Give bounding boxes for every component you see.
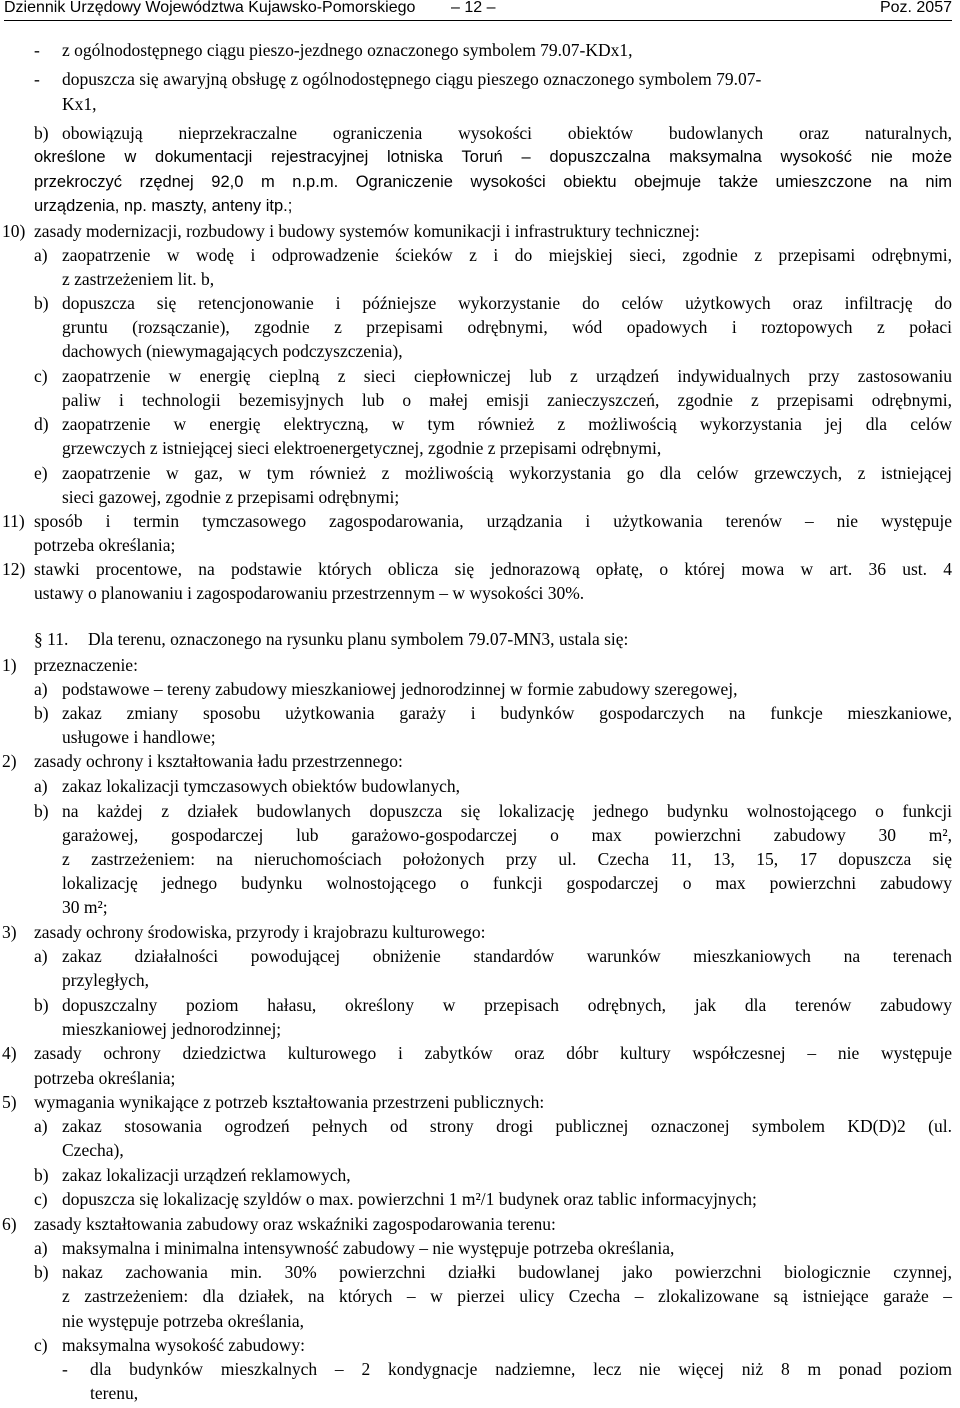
list-marker: 5) (2, 1092, 17, 1112)
text-line: dopuszcza się lokalizację szyldów o max. powierzchni 1 m²/1 budynek oraz tablic informacyjnych; (62, 1189, 757, 1209)
list-marker: a) (34, 1238, 48, 1258)
journal-title: Dziennik Urzędowy Województwa Kujawsko-Pomorskiego (4, 0, 416, 16)
list-marker: 6) (2, 1214, 17, 1234)
text-line: zaopatrzenie w energię elektryczną, w tym również z możliwością wykorzystania jej dla celów (62, 414, 952, 434)
text-line: lokalizację jednego budynku wolnostojącego o funkcji gospodarczej o max powierzchni zabudowy (62, 873, 952, 893)
list-marker: 10) (2, 221, 26, 241)
text-line: dla budynków mieszkalnych – 2 kondygnacje nadziemne, lecz nie więcej niż 8 m ponad poziom (90, 1359, 952, 1379)
text-line: 30 m²; (62, 897, 108, 917)
text-line: określone w dokumentacji rejestracyjnej lotniska Toruń – dopuszczalna maksymalna wysokość nie może (34, 148, 952, 166)
text-line: nakaz zachowania min. 30% powierzchni działki budowlanej jako powierzchni biologicznie czynnej, (62, 1262, 952, 1282)
text-line: zakaz działalności powodującej obniżenie standardów warunków mieszkaniowych na terenach (62, 946, 952, 966)
list-marker: - (34, 40, 40, 60)
text-line: stawki procentowe, na podstawie których oblicza się jednorazową opłatę, o której mowa w art. 36 ust. 4 (34, 559, 952, 579)
text-line: Kx1, (62, 94, 97, 114)
text-line: podstawowe – tereny zabudowy mieszkaniowej jednorodzinnej w formie zabudowy szeregowej, (62, 679, 738, 699)
text-line: zaopatrzenie w energię cieplną z sieci ciepłowniczej lub z urządzeń indywidualnych przy zastosowaniu (62, 366, 952, 386)
text-line: mieszkaniowej jednorodzinnej; (62, 1019, 282, 1039)
list-marker: c) (34, 1189, 48, 1209)
text-line: nie występuje potrzeba określania, (62, 1311, 304, 1331)
text-line: potrzeba określania; (34, 1068, 176, 1088)
list-marker: 11) (2, 511, 25, 531)
list-marker: b) (34, 123, 49, 143)
list-marker: b) (34, 801, 49, 821)
text-line: zasady modernizacji, rozbudowy i budowy systemów komunikacji i infrastruktury technicznej: (34, 221, 700, 241)
list-marker: b) (34, 1165, 49, 1185)
list-marker: a) (34, 946, 48, 966)
text-line: przekroczyć rzędnej 92,0 m n.p.m. Ograniczenie wysokości obiektu obejmuje także umieszczone na nim (34, 173, 952, 191)
list-marker: 3) (2, 922, 17, 942)
text-line: zakaz stosowania ogrodzeń pełnych od strony drogi publicznej oznaczonej symbolem KD(D)2 (ul. (62, 1116, 952, 1136)
text-line: zaopatrzenie w gaz, w tym również z możliwością wykorzystania go dla celów grzewczych, z istniejącej (62, 463, 952, 483)
header-rule (4, 20, 952, 21)
text-line: zakaz lokalizacji tymczasowych obiektów budowlanych, (62, 776, 460, 796)
list-marker: b) (34, 995, 49, 1015)
list-marker: e) (34, 463, 48, 483)
list-marker: - (34, 69, 40, 89)
text-line: maksymalna i minimalna intensywność zabudowy – nie występuje potrzeba określania, (62, 1238, 675, 1258)
text-line: obowiązują nieprzekraczalne ograniczenia wysokości obiektów budowlanych oraz naturalnych, (62, 123, 952, 143)
text-line: gruntu (rozsączanie), zgodnie z przepisami odrębnymi, wód opadowych i roztopowych z połaci (62, 317, 952, 337)
list-marker: c) (34, 366, 48, 386)
section-number: § 11. (34, 629, 69, 649)
text-line: z zastrzeżeniem: dla działek, na których – w pierzei ulicy Czecha – zlokalizowane są istniejące garaże – (62, 1286, 952, 1306)
text-line: zasady ochrony i kształtowania ładu przestrzennego: (34, 751, 403, 771)
text-line: zasady kształtowania zabudowy oraz wskaźniki zagospodarowania terenu: (34, 1214, 556, 1234)
position-number: Poz. 2057 (879, 0, 952, 16)
section-heading: Dla terenu, oznaczonego na rysunku planu symbolem 79.07-MN3, ustala się: (88, 629, 629, 649)
list-marker: b) (34, 293, 49, 313)
list-marker: 1) (2, 655, 17, 675)
text-line: potrzeba określania; (34, 535, 176, 555)
text-line: urządzenia, np. maszty, anteny itp.; (34, 197, 293, 215)
text-line: zasady ochrony dziedzictwa kulturowego i zabytków oraz dóbr kultury współczesnej – nie występuje (34, 1043, 952, 1063)
list-marker: b) (34, 1262, 49, 1282)
text-line: na każdej z działek budowlanych dopuszcza się lokalizację jednego budynku wolnostojącego o funkcji (62, 801, 952, 821)
list-marker: a) (34, 245, 48, 265)
page-header (4, 0, 952, 20)
text-line: zakaz lokalizacji urządzeń reklamowych, (62, 1165, 351, 1185)
text-line: sieci gazowej, zgodnie z przepisami odrębnymi; (62, 487, 400, 507)
text-line: paliw i technologii bezemisyjnych lub o małej emisji zanieczyszczeń, zgodnie z przepisami odrębnymi, (62, 390, 952, 410)
text-line: dopuszczalny poziom hałasu, określony w przepisach odrębnych, jak dla terenów zabudowy (62, 995, 952, 1015)
list-marker: - (62, 1359, 68, 1379)
text-line: grzewczych z istniejącej sieci elektroenergetycznej, zgodnie z przepisami odrębnymi, (62, 438, 662, 458)
text-line: terenu, (90, 1383, 139, 1403)
text-line: zaopatrzenie w wodę i odprowadzenie ścieków z i do miejskiej sieci, zgodnie z przepisami odrębnymi, (62, 245, 952, 265)
text-line: Czecha), (62, 1140, 124, 1160)
text-line: przyległych, (62, 970, 149, 990)
text-line: zasady ochrony środowiska, przyrody i krajobrazu kulturowego: (34, 922, 486, 942)
list-marker: 2) (2, 751, 17, 771)
list-marker: a) (34, 679, 48, 699)
text-line: z zastrzeżeniem: na nieruchomościach położonych przy ul. Czecha 11, 13, 15, 17 dopuszcza się (62, 849, 952, 869)
text-line: dopuszcza się retencjonowanie i późniejsze wykorzystanie do celów użytkowych oraz infiltrację do (62, 293, 952, 313)
list-marker: 4) (2, 1043, 17, 1063)
list-marker: b) (34, 703, 49, 723)
text-line: usługowe i handlowe; (62, 727, 216, 747)
text-line: dopuszcza się awaryjną obsługę z ogólnodostępnego ciągu pieszego oznaczonego symbolem 79.07- (62, 69, 762, 89)
list-marker: a) (34, 776, 48, 796)
list-marker: d) (34, 414, 49, 434)
text-line: maksymalna wysokość zabudowy: (62, 1335, 306, 1355)
list-marker: a) (34, 1116, 48, 1136)
text-line: wymagania wynikające z potrzeb kształtowania przestrzeni publicznych: (34, 1092, 545, 1112)
list-marker: 12) (2, 559, 26, 579)
text-line: zakaz zmiany sposobu użytkowania garaży i budynków gospodarczych na funkcje mieszkaniowe, (62, 703, 952, 723)
list-marker: c) (34, 1335, 48, 1355)
text-line: z ogólnodostępnego ciągu pieszo-jezdnego oznaczonego symbolem 79.07-KDx1, (62, 40, 633, 60)
text-line: dachowych (niewymagających podczyszczenia), (62, 341, 403, 361)
text-line: sposób i termin tymczasowego zagospodarowania, urządzania i użytkowania terenów – nie występuje (34, 511, 952, 531)
text-line: garażowej, gospodarczej lub garażowo-gospodarczej o max powierzchni zabudowy 30 m², (62, 825, 952, 845)
text-line: przeznaczenie: (34, 655, 138, 675)
text-line: ustawy o planowaniu i zagospodarowaniu przestrzennym – w wysokości 30%. (34, 583, 585, 603)
page-number: – 12 – (451, 0, 496, 16)
text-line: z zastrzeżeniem lit. b, (62, 269, 215, 289)
